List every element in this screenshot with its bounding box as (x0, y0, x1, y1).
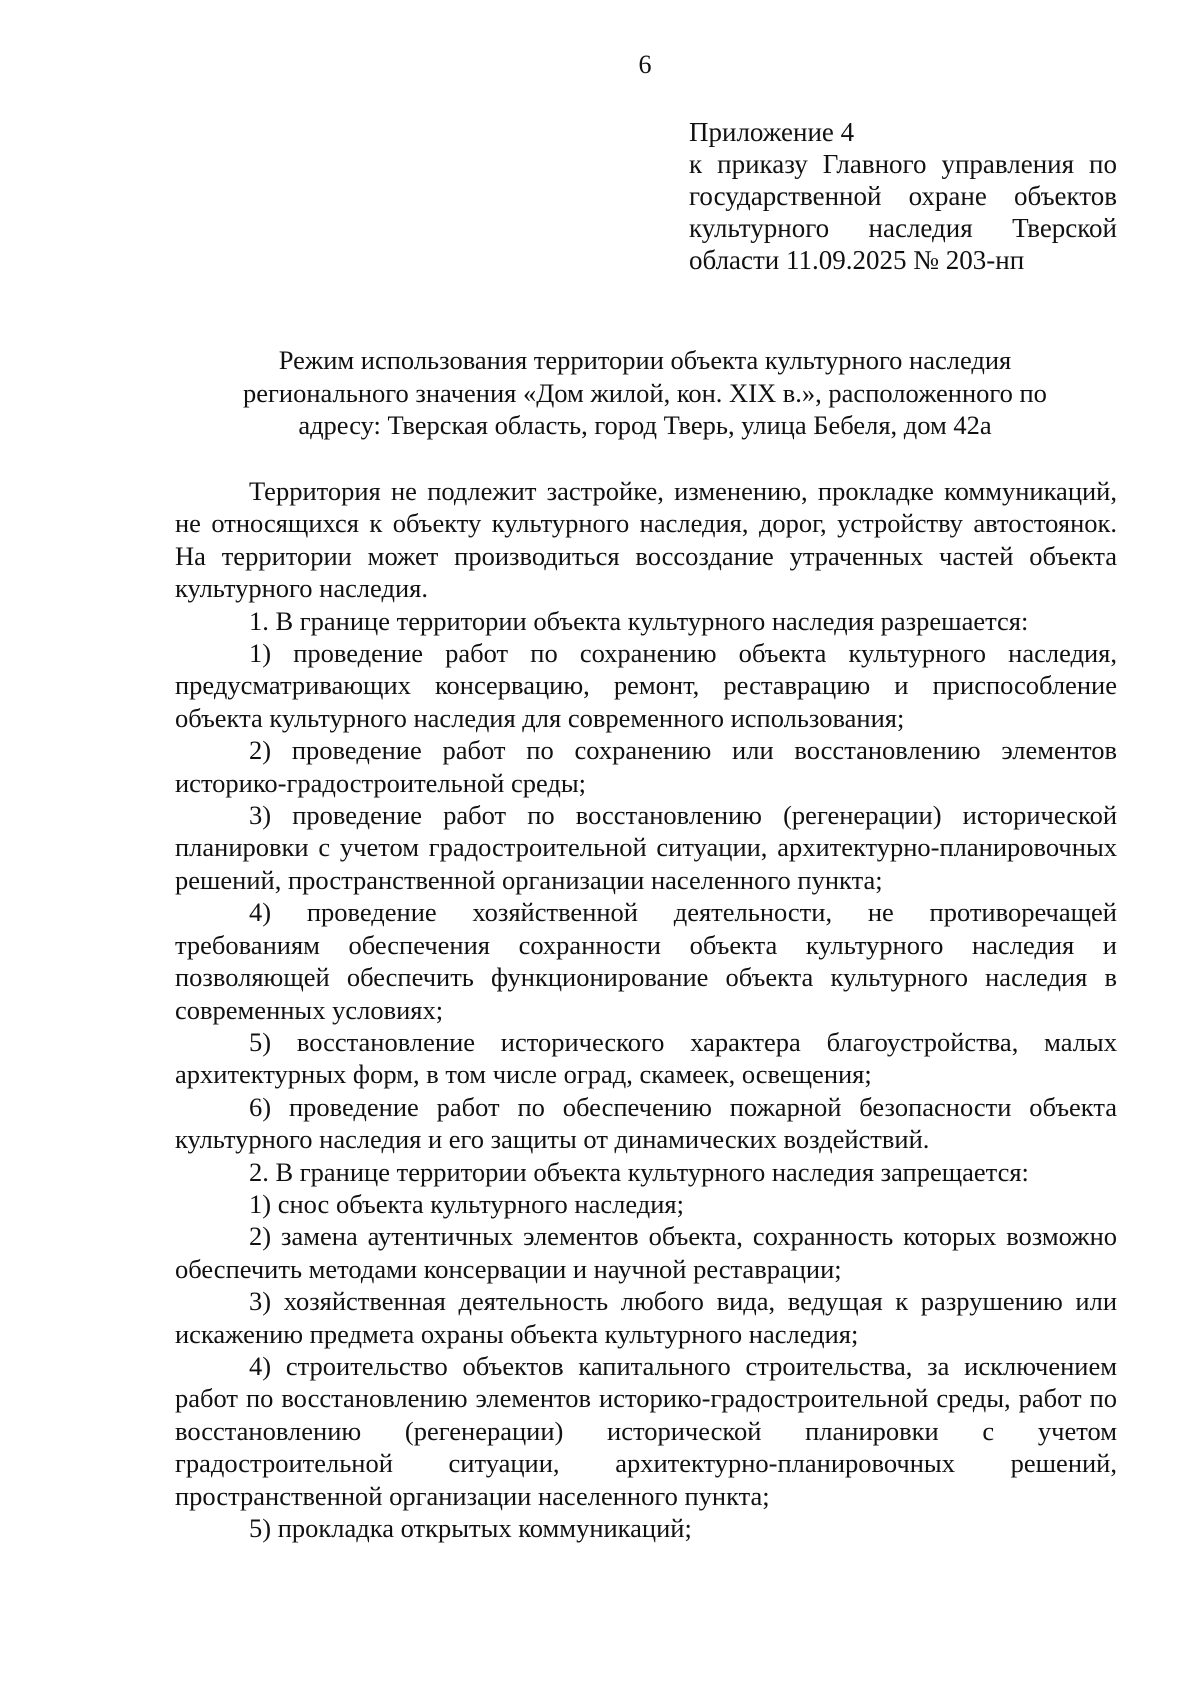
allowed-item-3: 3) проведение работ по восстановлению (регенерации) исторической планировки с учетом градостроительной ситуации, архитектурно-планировочных решений, пространственной организации населенного пункта; (175, 800, 1117, 895)
prohibited-item-2: 2) замена аутентичных элементов объекта, сохранность которых возможно обеспечить методами консервации и научной реставрации; (175, 1221, 1117, 1284)
document-title-line: Режим использования территории объекта культурного наследия (278, 345, 1012, 375)
section-2-heading: 2. В границе территории объекта культурного наследия запрещается: (249, 1156, 1029, 1187)
allowed-item-2: 2) проведение работ по сохранению или восстановлению элементов историко-градостроительной среды; (175, 735, 1117, 798)
prohibited-item-1: 1) снос объекта культурного наследия; (249, 1188, 684, 1219)
page-number: 6 (638, 50, 652, 79)
allowed-item-5: 5) восстановление исторического характера благоустройства, малых архитектурных форм, в том числе оград, скамеек, освещения; (175, 1026, 1117, 1090)
allowed-item-1: 1) проведение работ по сохранению объекта культурного наследия, предусматривающих консервацию, ремонт, реставрацию и приспособление объекта культурного наследия для современного использования; (175, 638, 1117, 733)
intro-paragraph: Территория не подлежит застройке, изменению, прокладке коммуникаций, не относящихся к объекту культурного наследия, дорог, устройству автостоянок. На территории может производиться воссоздание утраченных частей объекта культурного наследия. (175, 476, 1117, 604)
section-1-heading: 1. В границе территории объекта культурного наследия разрешается: (249, 605, 1029, 636)
document-body (175, 475, 1117, 1544)
document-title-line: адресу: Тверская область, город Тверь, улица Бебеля, дом 42а (298, 410, 992, 440)
appendix-title: Приложение 4 (689, 117, 855, 147)
allowed-item-4: 4) проведение хозяйственной деятельности, не противоречащей требованиям обеспечения сохранности объекта культурного наследия и позволяющей обеспечить функционирование объекта культурного наследия в современных условиях; (175, 897, 1117, 1025)
appendix-header (689, 116, 1117, 276)
prohibited-item-5: 5) прокладка открытых коммуникаций; (249, 1513, 692, 1543)
prohibited-item-4: 4) строительство объектов капитального строительства, за исключением работ по восстановлению элементов историко-градостроительной среды, работ по восстановлению (регенерации) исторической планировки с учетом градостроительной ситуации, архитектурно-планировочных решений, пространственной организации населенного пункта; (175, 1350, 1117, 1511)
allowed-item-6: 6) проведение работ по обеспечению пожарной безопасности объекта культурного наследия и его защиты от динамических воздействий. (175, 1091, 1117, 1155)
prohibited-item-3: 3) хозяйственная деятельность любого вида, ведущая к разрушению или искажению предмета охраны объекта культурного наследия; (175, 1286, 1117, 1349)
document-title-line: регионального значения «Дом жилой, кон. XIX в.», расположенного по (243, 377, 1047, 408)
appendix-reference: к приказу Главного управления по государственной охране объектов культурного наследия Тверской области 11.09.2025 № 203-нп (689, 149, 1117, 275)
document-title (200, 344, 1090, 442)
